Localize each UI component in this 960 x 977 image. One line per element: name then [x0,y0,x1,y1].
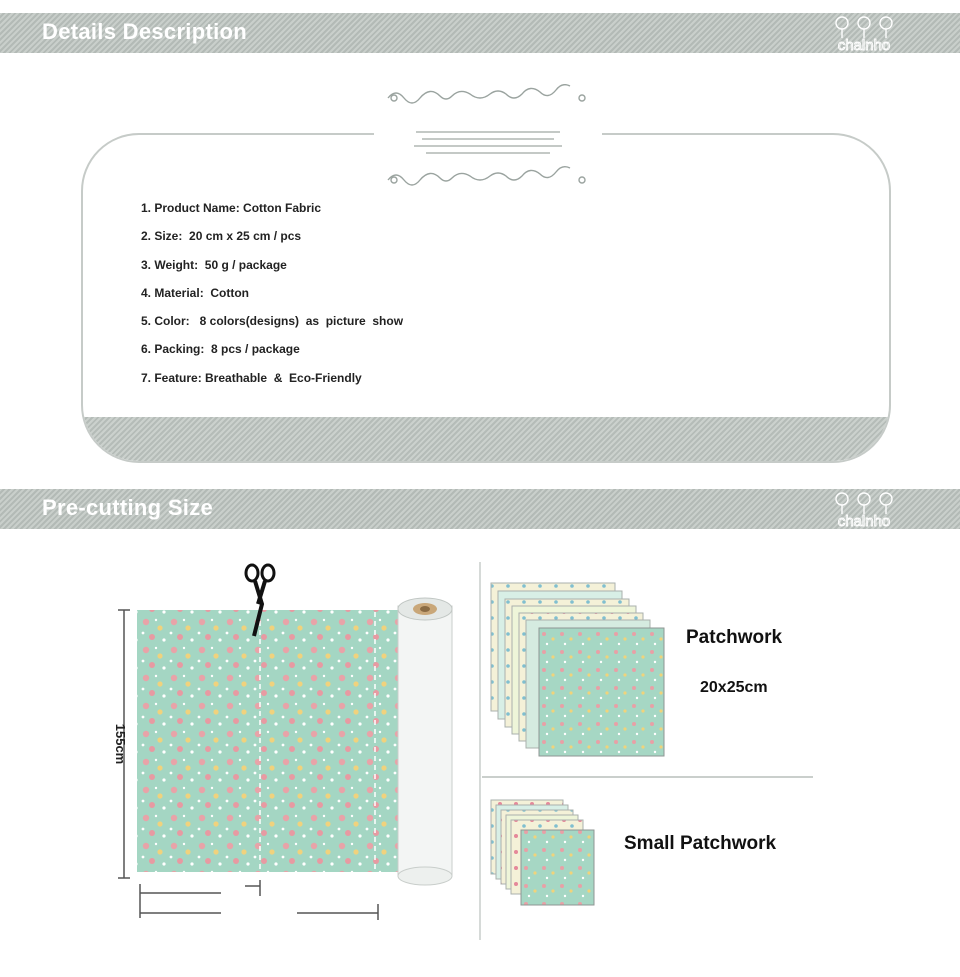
swatch-illustration [475,555,825,950]
spec-list [141,200,403,398]
brand-name: chalnho [837,513,891,528]
brand-name: chalnho [837,37,891,52]
section-title: Details Description [42,19,247,44]
roll-height-label: 155cm [113,723,128,765]
ornament-frame [374,84,602,194]
patchwork-title: Patchwork [686,627,783,648]
spec-item: 5. Color: 8 colors(designs) as picture show [141,314,404,329]
spec-item: 2. Size: 20 cm x 25 cm / pcs [141,229,302,244]
section-header-details [0,13,960,53]
small-patchwork-title: Small Patchwork [624,833,777,854]
spec-item: 1. Product Name: Cotton Fabric [141,201,322,215]
spec-item: 7. Feature: Breathable & Eco-Friendly [141,370,362,385]
brand-logo [814,490,914,528]
spec-item: 4. Material: Cotton [141,285,250,300]
brand-logo [814,14,914,52]
spec-item: 3. Weight: 50 g / package [141,257,287,272]
patchwork-size: 20x25cm [700,679,768,696]
section-title: Pre-cutting Size [42,495,214,520]
spec-item: 6. Packing: 8 pcs / package [141,342,300,357]
ornament-icon [374,84,602,194]
card-footer-stripe [83,417,889,461]
section-header-precut [0,489,960,529]
